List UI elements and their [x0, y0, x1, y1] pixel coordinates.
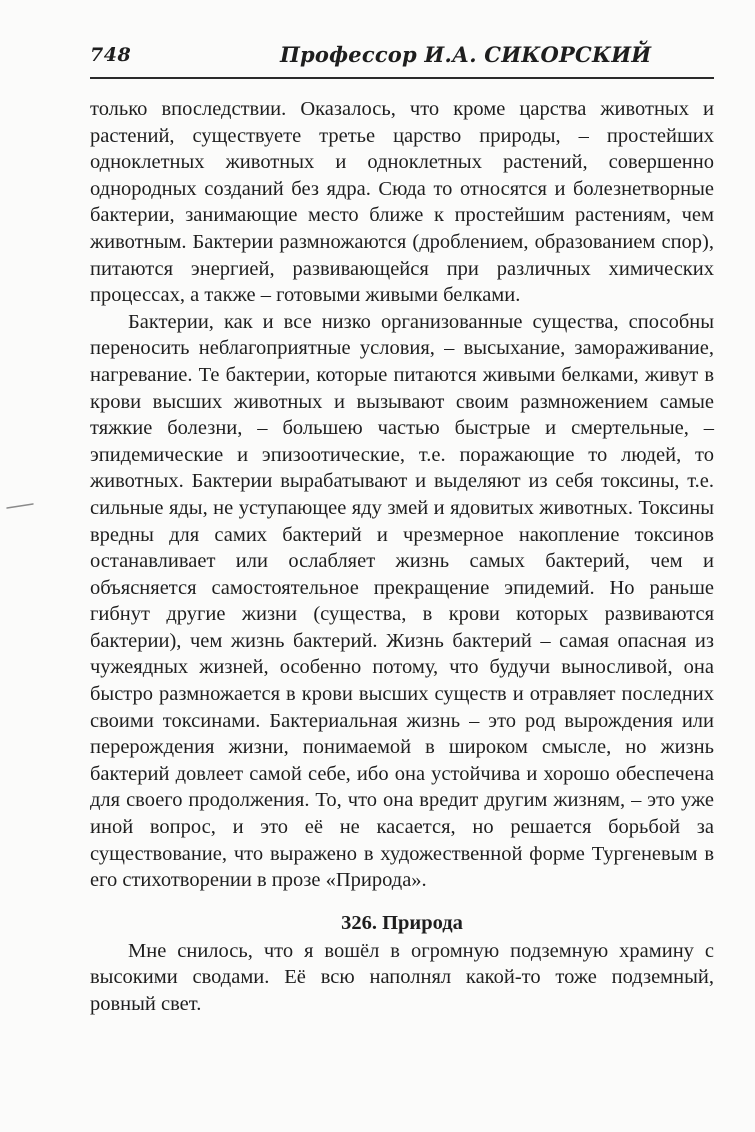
running-title: Профессор И.А. СИКОРСКИЙ	[280, 42, 652, 67]
page-number: 748	[90, 44, 132, 66]
paragraph-bacteria: Бактерии, как и все низко организованные существа, способны переносить неблагоприятные условия, – высыхание, замораживание, нагревание. Те бактерии, которые питаются живыми белками, живут в крови высших животных и вызывают своим размножением самые тяжкие болезни, – большею частью быстрые и смертельные, – эпидемические и эпизоотические, т.е. поражающие то людей, то животных. Бактерии вырабатывают и выделяют из себя токсины, т.е. сильные яды, не уступающее яду змей и ядовитых животных. Токсины вредны для самих бактерий и чрезмерное накопление токсинов останавливает или ослабляет жизнь самых бактерий, чем и объясняется самостоятельное прекращение эпидемий. Но раньше гибнут другие жизни (существа, в крови которых развиваются бактерии), чем жизнь бактерий. Жизнь бактерий – самая опасная из чужеядных жизней, особенно потому, что будучи выносливой, она быстро размножается в крови высших существ и отравляет последних своими токсинами. Бактериальная жизнь – это род вырождения или перерождения жизни, понимаемой в широком смысле, но жизнь бактерий довлеет самой себе, ибо она устойчива и хорошо обеспечена для своего продолжения. То, что она вредит другим жизням, – это уже иной вопрос, и это её не касается, но решается борьбой за существование, что выражено в художественной форме Тургеневым в его стихотворении в прозе «Природа».	[90, 310, 714, 892]
header-rule	[90, 77, 714, 79]
section-heading: 326. Природа	[341, 911, 463, 934]
margin-pencil-mark	[6, 503, 34, 509]
page-header	[90, 42, 715, 76]
section-paragraph: Мне снилось, что я вошёл в огромную подземную храмину с высокими сводами. Её всю наполнял какой-то тоже подземный, ровный свет.	[90, 939, 714, 1015]
body-text	[90, 96, 714, 1018]
paragraph-continuation: только впоследствии. Оказалось, что кроме царства животных и растений, существуете третье царство природы, – простейших одноклетных животных и одноклетных растений, совершенно однородных созданий без ядра. Сюда то относятся и болезнетворные бактерии, занимающие место ближе к простейшим растениям, чем животным. Бактерии размножаются (дроблением, образованием спор), питаются энергией, развивающейся при различных химических процессах, а также – готовыми живыми белками.	[90, 98, 714, 307]
